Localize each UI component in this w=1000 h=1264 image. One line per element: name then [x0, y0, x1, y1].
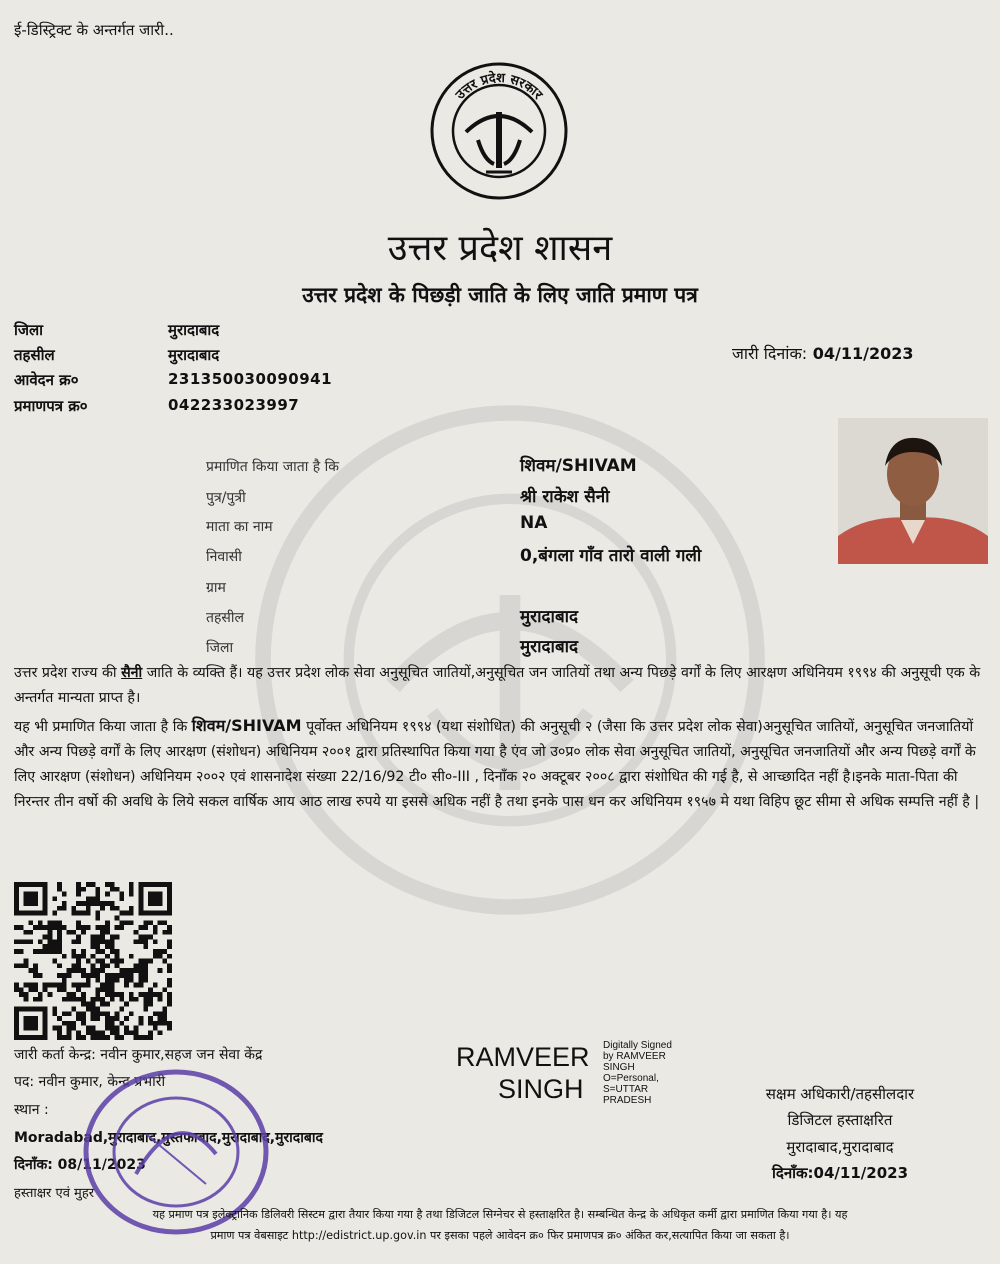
verification-qr-code: [14, 882, 172, 1040]
detail-value-parent: श्री राकेश सैनी: [520, 487, 610, 507]
sig-detail-2: by RAMVEER: [603, 1051, 666, 1062]
issue-date-label: जारी दिनांक:: [732, 344, 808, 363]
place-value: Moradabad,मुरादाबाद,मुस्तफाबाद,मुरादाबाद,मुरादाबाद: [14, 1130, 323, 1146]
tehsil-label: तहसील: [14, 346, 55, 364]
paragraph1-pre: उत्तर प्रदेश राज्य की: [14, 665, 122, 681]
tehsil-value: मुरादाबाद: [168, 346, 220, 364]
up-government-emblem-icon: [428, 60, 570, 202]
detail-value-mother: NA: [520, 513, 548, 533]
header-note: ई-डिस्ट्रिक्ट के अन्तर्गत जारी..: [14, 21, 174, 39]
signature-seal-label: हस्ताक्षर एवं मुहर: [14, 1186, 95, 1201]
paragraph2-post: पूर्वोक्त अधिनियम १९९४ (यथा संशोधित) की अनुसूची २ (जैसा कि उत्तर प्रदेश लोक सेवा)अनुसूचित जातियों, अनुसूचित जनजातियों और अन्य पिछड़े वर्गों के लिए आरक्षण (संशोधन) अधिनियम २००१ द्वारा प्रतिस्थापित किया गया है एंव जो उ०प्र० लोक सेवा अनुसूचित जातियों, अनुसूचित जनजातियों और अन्य पिछड़े वर्गों के लिए आरक्षण (संशोधन) अधिनियम २००२ एवं शासनादेश संख्या 22/16/92 टी० सी०-III , दिनाँक २० अक्टूबर २००८ द्वारा संशोधित की गई है, से आच्छादित नहीं है।इनके माता-पिता की निरन्तर तीन वर्षो की अवधि के लिये सकल वार्षिक आय आठ लाख रुपये या इससे अधिक नहीं है तथा इनके पास धन कर अधिनियम १९५७ मे यथा विहिप छूट सीमा से अधिक सम्पत्ति नहीं है |: [14, 719, 980, 810]
authority-digital-signed: डिजिटल हस्ताक्षरित: [787, 1111, 893, 1129]
authority-designation: सक्षम अधिकारी/तहसीलदार: [765, 1085, 915, 1103]
paragraph1-post: जाति के व्यक्ति हैं। यह उत्तर प्रदेश लोक सेवा अनुसूचित जातियों,अनुसूचित जन जातियों तथा अन्य पिछड़े वर्गों के लिए आरक्षण अधिनियम १९९४ की अनुसूची एक के अन्तर्गत मान्यता प्राप्त है।: [14, 665, 981, 706]
issuer-post: पद: नवीन कुमार, केन्द्र प्रभारी: [14, 1074, 166, 1090]
detail-label-district: जिला: [206, 640, 234, 656]
sig-detail-3: SINGH: [603, 1062, 635, 1073]
svg-text:उत्तर प्रदेश सरकार: [452, 70, 545, 103]
detail-value-name: शिवम/SHIVAM: [520, 456, 637, 476]
detail-value-tehsil: मुरादाबाद: [520, 607, 579, 627]
detail-label-resident: निवासी: [206, 549, 242, 565]
detail-value-district: मुरादाबाद: [520, 637, 579, 657]
signature-details: [603, 1040, 672, 1106]
sig-detail-4: O=Personal,: [603, 1073, 659, 1084]
issuer-date: दिनाँक: 08/11/2023: [14, 1157, 146, 1173]
caste-declaration-paragraph: [14, 661, 986, 711]
authority-location: मुरादाबाद,मुरादाबाद: [786, 1138, 894, 1156]
application-number-value: 231350030090941: [168, 370, 333, 388]
page-title: उत्तर प्रदेश शासन: [387, 228, 613, 269]
detail-label-certified: प्रमाणित किया जाता है कि: [206, 459, 340, 475]
detail-label-mother: माता का नाम: [206, 519, 273, 535]
sig-detail-1: Digitally Signed: [603, 1040, 672, 1051]
issue-date: [732, 342, 913, 364]
place-label: स्थान :: [14, 1102, 49, 1118]
signer-name-line2: SINGH: [498, 1074, 584, 1104]
certificate-number-value: 042233023997: [168, 396, 300, 414]
signer-name-line1: RAMVEER: [456, 1042, 590, 1072]
creamy-layer-paragraph: [14, 713, 986, 815]
detail-value-resident: 0,बंगला गाँव तारो वाली गली: [520, 546, 702, 566]
detail-label-village: ग्राम: [206, 580, 226, 596]
footer-line-1: यह प्रमाण पत्र इलेक्ट्रानिक डिलिवरी सिस्टम द्वारा तैयार किया गया है तथा डिजिटल सिग्नेचर से हस्ताक्षरित है। सम्बन्धित केन्द्र के अधिकृत कर्मी द्वारा प्रमाणित किया गया है। यह: [152, 1208, 848, 1221]
applicant-photo: [838, 418, 988, 564]
footer-line-2: प्रमाण पत्र वेबसाइट http://edistrict.up.gov.in पर इसका पहले आवेदन क्र० फिर प्रमाणपत्र क्र० अंकित कर,सत्यापित किया जा सकता है।: [210, 1229, 790, 1242]
certificate-subtitle: उत्तर प्रदेश के पिछड़ी जाति के लिए जाति प्रमाण पत्र: [302, 283, 698, 307]
emblem-text: उत्तर प्रदेश सरकार: [453, 70, 546, 103]
detail-label-parent: पुत्र/पुत्री: [206, 490, 246, 506]
sig-detail-5: S=UTTAR: [603, 1084, 649, 1095]
district-label: जिला: [14, 321, 44, 339]
paragraph2-pre: यह भी प्रमाणित किया जाता है कि: [14, 719, 192, 735]
sig-detail-6: PRADESH: [603, 1095, 652, 1106]
authority-date: दिनाँक:04/11/2023: [771, 1164, 909, 1182]
watermark-emblem-icon: [250, 400, 770, 920]
district-value: मुरादाबाद: [168, 321, 220, 339]
paragraph2-name: शिवम/SHIVAM: [191, 716, 302, 735]
issuing-centre: जारी कर्ता केन्द्र: नवीन कुमार,सहज जन सेवा केंद्र: [14, 1047, 263, 1063]
application-number-label: आवेदन क्र०: [14, 371, 79, 389]
certificate-number-label: प्रमाणपत्र क्र०: [14, 397, 88, 415]
detail-label-tehsil: तहसील: [206, 610, 244, 626]
issue-date-value: 04/11/2023: [812, 344, 914, 363]
caste-name: सैनी: [121, 665, 143, 681]
